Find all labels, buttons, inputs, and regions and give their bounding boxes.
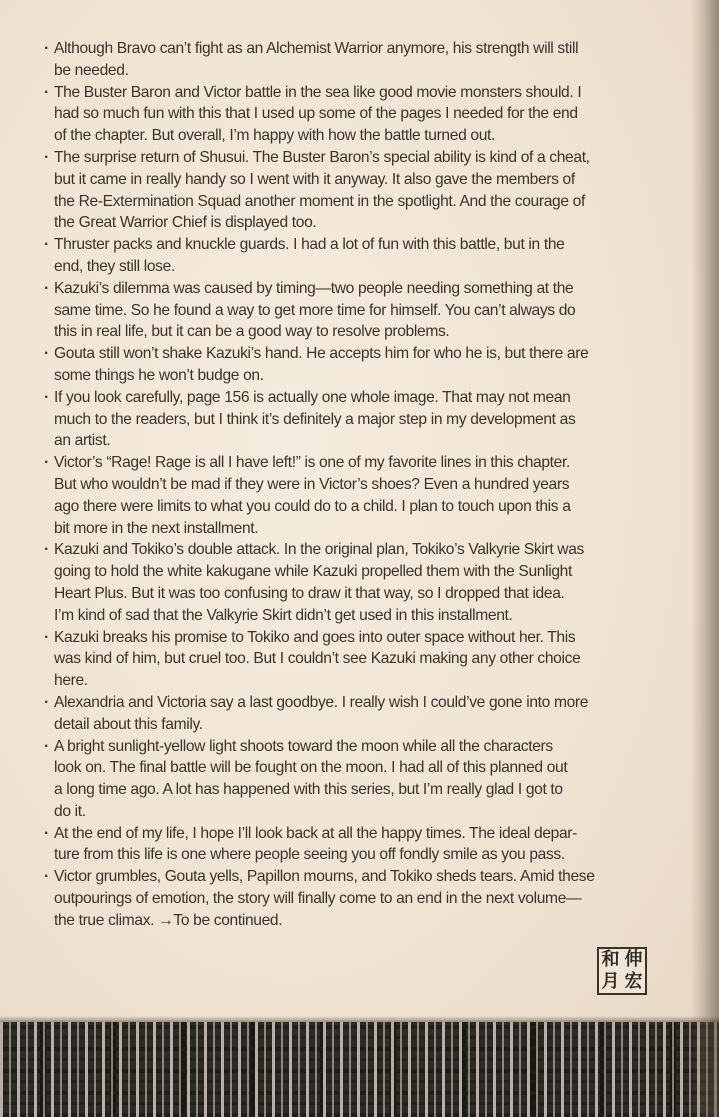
note-line: Victor’s “Rage! Rage is all I have left!” is one of my favorite lines in this chapter. <box>54 454 570 472</box>
bullet-dot: · <box>44 83 49 101</box>
note-line: Thruster packs and knuckle guards. I had a lot of fun with this battle, but in the <box>54 236 565 254</box>
bullet-dot: · <box>44 279 49 297</box>
note-line: I’m kind of sad that the Valkyrie Skirt didn’t get used in this installment. <box>54 606 513 624</box>
seal-char-1: 和 <box>601 949 620 970</box>
note-line: detail about this family. <box>54 715 203 733</box>
bullet-dot: · <box>44 388 49 406</box>
bullet-dot: · <box>44 628 49 646</box>
note-item <box>44 539 644 626</box>
bullet-dot: · <box>44 236 49 254</box>
note-line: Gouta still won’t shake Kazuki’s hand. He accepts him for who he is, but there are <box>54 345 589 363</box>
note-line: Kazuki and Tokiko’s double attack. In the original plan, Tokiko’s Valkyrie Skirt was <box>54 541 584 559</box>
author-notes-list <box>44 38 644 932</box>
closing-text: the true climax. <box>54 911 155 929</box>
bullet-dot: · <box>44 737 49 755</box>
closing-left <box>54 912 173 929</box>
bullet-dot: · <box>44 454 49 472</box>
note-line: Alexandria and Victoria say a last goodbye. I really wish I could’ve gone into more <box>54 693 589 711</box>
note-item <box>44 866 644 931</box>
note-line: of the chapter. But overall, I’m happy with how the battle turned out. <box>54 127 495 145</box>
note-item <box>44 278 644 343</box>
note-item <box>44 823 644 867</box>
note-line: Victor grumbles, Gouta yells, Papillon mourns, and Tokiko sheds tears. Amid these <box>54 868 595 886</box>
note-line: The surprise return of Shusui. The Buster Baron’s special ability is kind of a cheat, <box>54 148 590 166</box>
note-line: But who wouldn’t be mad if they were in Victor’s shoes? Even a hundred years <box>54 475 570 493</box>
bullet-dot: · <box>44 40 49 57</box>
right-arrow-icon: → <box>158 911 174 929</box>
bullet-dot: · <box>44 824 49 842</box>
note-line: ture from this life is one where people seeing you off fondly smile as you pass. <box>54 846 565 864</box>
seal-char-3: 月 <box>601 971 620 992</box>
note-item <box>44 147 644 234</box>
bullet-dot: · <box>44 541 49 559</box>
note-item <box>44 627 644 692</box>
bullet-dot: · <box>44 148 49 166</box>
to-be-continued: To be continued. <box>173 911 283 929</box>
note-line: much to the readers, but I think it’s definitely a major step in my development as <box>54 410 576 428</box>
note-line: an artist. <box>54 432 111 450</box>
note-line: Kazuki breaks his promise to Tokiko and goes into outer space without her. This <box>54 628 576 646</box>
note-item <box>44 234 644 278</box>
note-line: be needed. <box>54 61 129 79</box>
note-line: some things he won’t budge on. <box>54 366 264 384</box>
decorative-pattern-strip <box>0 1022 719 1117</box>
note-line: Kazuki’s dilemma was caused by timing—two people needing something at the <box>54 279 574 297</box>
note-line: the Re-Extermination Squad another moment in the spotlight. And the courage of <box>54 192 585 210</box>
note-line: The Buster Baron and Victor battle in the sea like good movie monsters should. I <box>54 83 582 101</box>
note-line: here. <box>54 672 88 690</box>
note-line: was kind of him, but cruel too. But I couldn’t see Kazuki making any other choice <box>54 650 581 668</box>
note-line: but it came in really handy so I went with it anyway. It also gave the members of <box>54 170 575 188</box>
note-line: A bright sunlight-yellow light shoots toward the moon while all the characters <box>54 737 553 755</box>
note-line: At the end of my life, I hope I’ll look back at all the happy times. The ideal depar- <box>54 824 577 842</box>
seal-char-2: 伸 <box>624 949 643 970</box>
note-item <box>44 38 644 82</box>
note-line: Heart Plus. But it was too confusing to draw it that way, so I dropped that idea. <box>54 584 565 602</box>
bullet-dot: · <box>44 345 49 363</box>
bullet-dot: · <box>44 693 49 711</box>
note-item <box>44 387 644 452</box>
note-line: had so much fun with this that I used up some of the pages I needed for the end <box>54 105 578 123</box>
note-line: end, they still lose. <box>54 257 175 275</box>
note-line: Although Bravo can’t fight as an Alchemist Warrior anymore, his strength will still <box>54 40 579 57</box>
note-line: same time. So he found a way to get more time for himself. You can’t always do <box>54 301 576 319</box>
note-line: look on. The final battle will be fought on the moon. I had all of this planned out <box>54 759 568 777</box>
note-line: this in real life, but it can be a good way to resolve problems. <box>54 323 450 341</box>
note-item <box>44 736 644 823</box>
note-item <box>44 692 644 736</box>
page-gutter-shadow <box>691 0 719 1117</box>
bullet-dot: · <box>44 868 49 886</box>
note-item <box>44 82 644 147</box>
note-line: ago there were limits to what you could do to a child. I plan to touch upon this a <box>54 497 571 515</box>
note-line: a long time ago. A lot has happened with this series, but I’m really glad I got to <box>54 781 563 799</box>
closing-line <box>54 910 644 932</box>
note-line: going to hold the white kakugane while Kazuki propelled them with the Sunlight <box>54 563 572 581</box>
author-seal-stamp <box>597 947 647 995</box>
note-line: If you look carefully, page 156 is actually one whole image. That may not mean <box>54 388 571 406</box>
note-item <box>44 343 644 387</box>
note-line: the Great Warrior Chief is displayed too. <box>54 214 317 232</box>
note-line: outpourings of emotion, the story will finally come to an end in the next volume— <box>54 890 582 908</box>
note-line: do it. <box>54 802 86 820</box>
note-item <box>44 452 644 539</box>
note-line: bit more in the next installment. <box>54 519 259 537</box>
seal-char-4: 宏 <box>624 971 643 992</box>
